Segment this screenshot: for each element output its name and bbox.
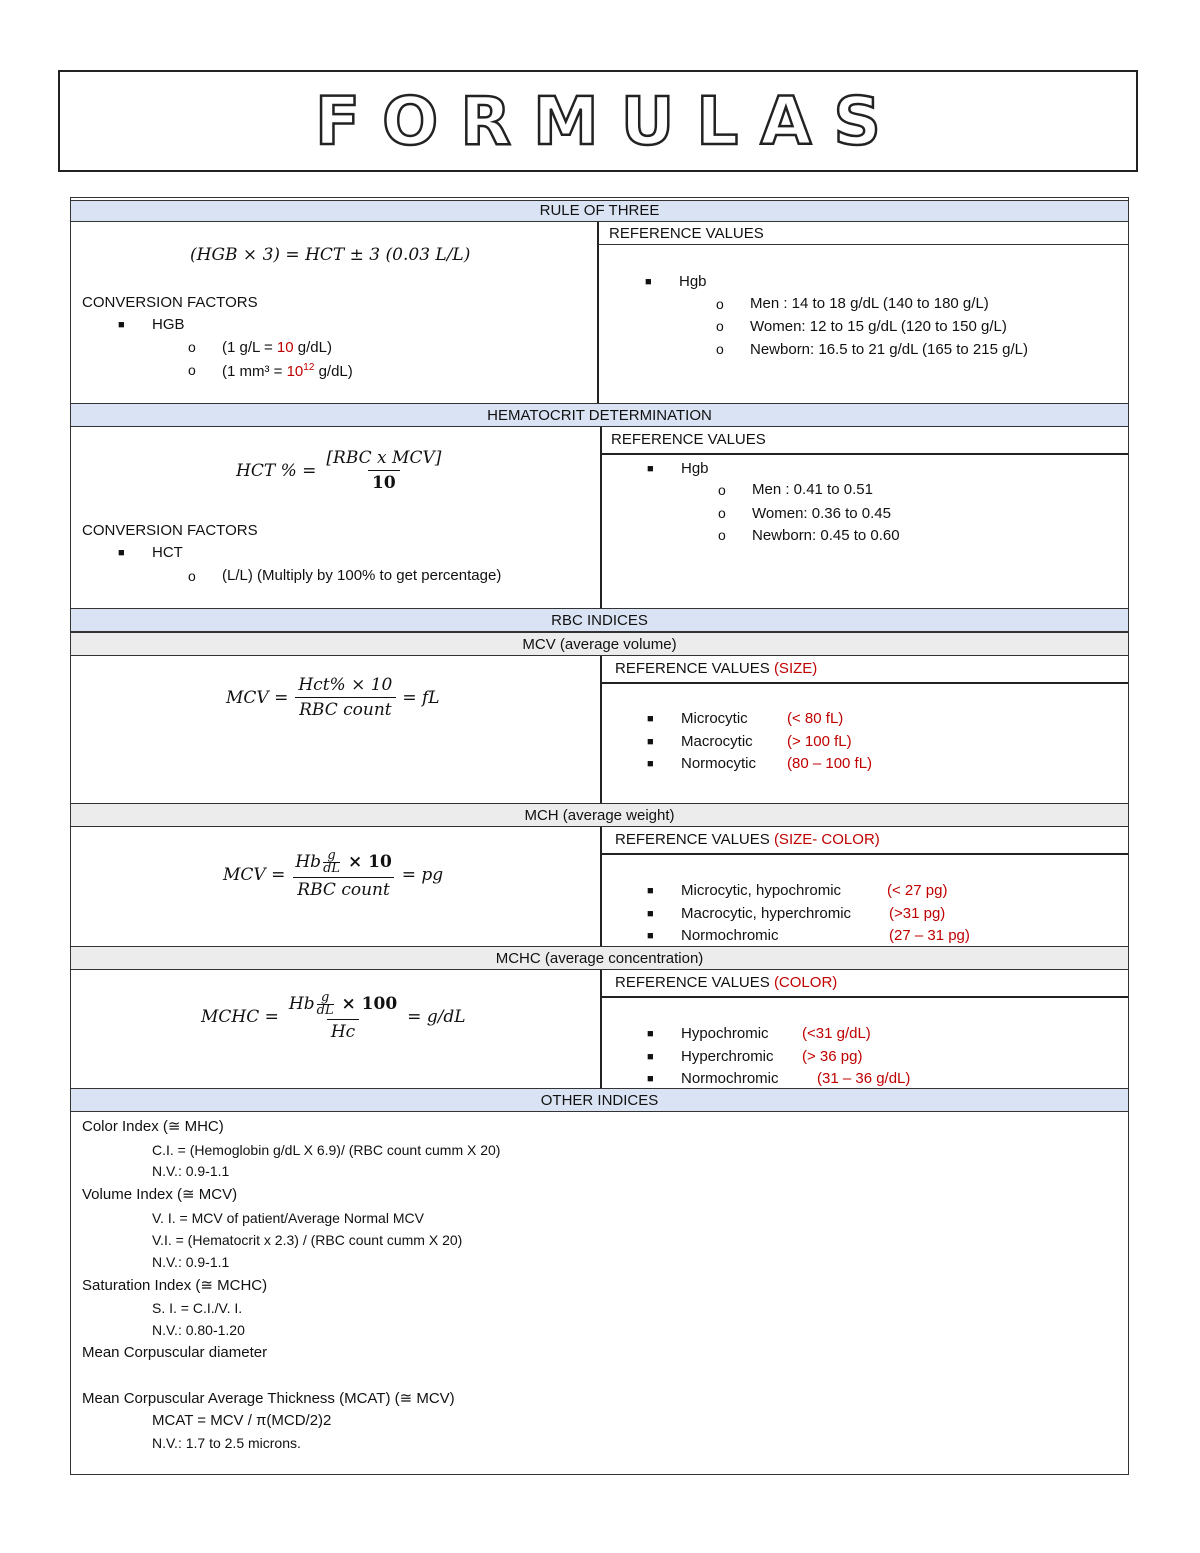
conversion-title: CONVERSION FACTORS: [82, 294, 258, 311]
mchc-formula: MCHC = Hb $\frac{g}{dL}$ × 100 Hc = g/dL: [201, 990, 466, 1042]
mcv-item-value: (> 100 fL): [787, 733, 852, 750]
mcat-title: Mean Corpuscular Average Thickness (MCAT) (≅ MCV): [82, 1390, 455, 1407]
bullet-icon: ■: [647, 463, 654, 475]
mchc-header: MCHC (average concentration): [71, 946, 1128, 970]
mchc-item-value: (<31 g/dL): [802, 1025, 871, 1042]
divider: [600, 827, 602, 946]
bullet-icon: ■: [118, 319, 125, 331]
reference-women: Women: 0.36 to 0.45: [752, 505, 891, 522]
bullet-icon: ■: [645, 276, 652, 288]
conversion-line: (1 $mm^3 = 10^{12}$ g/dL): [222, 362, 353, 380]
circle-bullet-icon: o: [188, 568, 196, 584]
reference-newborn: Newborn: 16.5 to 21 g/dL (165 to 215 g/L): [750, 341, 1028, 358]
bullet-icon: ■: [647, 930, 654, 942]
mcv-item-label: Microcytic: [681, 710, 748, 727]
other-line: MCAT = MCV / π(MCD/2)2: [152, 1412, 332, 1429]
circle-bullet-icon: o: [716, 341, 724, 357]
divider: [601, 453, 1128, 455]
divider: [601, 682, 1128, 684]
bullet-icon: ■: [647, 736, 654, 748]
saturation-index-title: Saturation Index (≅ MCHC): [82, 1277, 268, 1294]
mch-formula: MCV = Hb $\frac{g}{dL}$ × 10 RBC count = pg: [223, 848, 444, 900]
mchc-item-value: (> 36 pg): [802, 1048, 863, 1065]
color-index-title: Color Index (≅ MHC): [82, 1118, 224, 1135]
mch-header: MCH (average weight): [71, 803, 1128, 827]
reference-women: Women: 12 to 15 g/dL (120 to 150 g/L): [750, 318, 1007, 335]
mcv-item-value: (80 – 100 fL): [787, 755, 873, 772]
bullet-icon: ■: [647, 1051, 654, 1063]
conversion-title: CONVERSION FACTORS: [82, 522, 258, 539]
bullet-icon: ■: [647, 908, 654, 920]
reference-title: REFERENCE VALUES: [611, 431, 766, 448]
mcd-title: Mean Corpuscular diameter: [82, 1344, 268, 1361]
other-line: N.V.: 0.9-1.1: [152, 1254, 230, 1270]
mch-item-label: Microcytic, hypochromic: [681, 882, 842, 899]
mch-item-label: Normochromic: [681, 927, 779, 944]
mchc-item-label: Hypochromic: [681, 1025, 769, 1042]
reference-title: REFERENCE VALUES (SIZE- COLOR): [615, 831, 880, 848]
bullet-icon: ■: [647, 1028, 654, 1040]
other-line: N.V.: 0.80-1.20: [152, 1322, 245, 1338]
reference-title: REFERENCE VALUES: [609, 225, 764, 242]
mchc-item-label: Normochromic: [681, 1070, 779, 1087]
bullet-icon: ■: [647, 758, 654, 770]
other-indices-header: OTHER INDICES: [71, 1088, 1128, 1112]
mcv-header: MCV (average volume): [71, 632, 1128, 656]
circle-bullet-icon: o: [718, 527, 726, 543]
circle-bullet-icon: o: [718, 505, 726, 521]
divider: [601, 853, 1128, 855]
circle-bullet-icon: o: [716, 318, 724, 334]
circle-bullet-icon: o: [188, 362, 196, 378]
mchc-item-label: Hyperchromic: [681, 1048, 774, 1065]
reference-item: Hgb: [679, 273, 707, 290]
bullet-icon: ■: [647, 1073, 654, 1085]
hematocrit-header: HEMATOCRIT DETERMINATION: [71, 403, 1128, 427]
conversion-line: (L/L) (Multiply by 100% to get percentage): [222, 567, 502, 584]
other-line: N.V.: 0.9-1.1: [152, 1163, 230, 1179]
title-box: [58, 70, 1138, 172]
bullet-icon: ■: [647, 885, 654, 897]
page-title: FORMULAS: [315, 82, 903, 160]
hematocrit-formula: HCT % = $\frac{\text{[RBC x MCV]}}{10}$: [236, 448, 442, 493]
other-line: V. I. = MCV of patient/Average Normal MCV: [152, 1210, 424, 1226]
rbc-indices-header: RBC INDICES: [71, 608, 1128, 632]
other-line: S. I. = C.I./V. I.: [152, 1300, 243, 1316]
mch-item-value: (>31 pg): [889, 905, 946, 922]
conversion-item: HCT: [152, 544, 183, 561]
circle-bullet-icon: o: [716, 296, 724, 312]
divider: [600, 970, 602, 1088]
mchc-item-value: (31 – 36 g/dL): [817, 1070, 911, 1087]
mch-item-label: Macrocytic, hyperchromic: [681, 905, 852, 922]
other-line: V.I. = (Hematocrit x 2.3) / (RBC count cumm X 20): [152, 1232, 463, 1248]
divider: [598, 244, 1128, 245]
other-line: N.V.: 1.7 to 2.5 microns.: [152, 1435, 301, 1451]
mcv-item-label: Macrocytic: [681, 733, 753, 750]
reference-title: REFERENCE VALUES (COLOR): [615, 974, 838, 991]
reference-men: Men : 14 to 18 g/dL (140 to 180 g/L): [750, 295, 989, 312]
reference-newborn: Newborn: 0.45 to 0.60: [752, 527, 900, 544]
mcv-item-value: (< 80 fL): [787, 710, 844, 727]
circle-bullet-icon: o: [188, 339, 196, 355]
mcv-formula: MCV = $\frac{\text{Hct\% × 10}}{\text{RBC count}}$ = fL: [226, 675, 440, 720]
divider: [600, 656, 602, 803]
mch-item-value: (< 27 pg): [887, 882, 948, 899]
mcv-item-label: Normocytic: [681, 755, 757, 772]
other-line: C.I. = (Hemoglobin g/dL X 6.9)/ (RBC count cumm X 20): [152, 1142, 501, 1158]
reference-men: Men : 0.41 to 0.51: [752, 481, 873, 498]
circle-bullet-icon: o: [718, 482, 726, 498]
mch-item-value: (27 – 31 pg): [889, 927, 970, 944]
bullet-icon: ■: [118, 547, 125, 559]
conversion-line: (1 g/L = 10 g/dL): [222, 339, 332, 356]
rule-of-three-header: RULE OF THREE: [71, 200, 1128, 222]
divider: [597, 222, 599, 403]
divider: [601, 996, 1128, 998]
bullet-icon: ■: [647, 713, 654, 725]
volume-index-title: Volume Index (≅ MCV): [82, 1186, 238, 1203]
conversion-item: HGB: [152, 316, 185, 333]
reference-item: Hgb: [681, 460, 709, 477]
reference-title: REFERENCE VALUES (SIZE): [615, 660, 818, 677]
rule-of-three-formula: (HGB × 3) = HCT ± 3 (0.03 L/L): [190, 245, 471, 265]
